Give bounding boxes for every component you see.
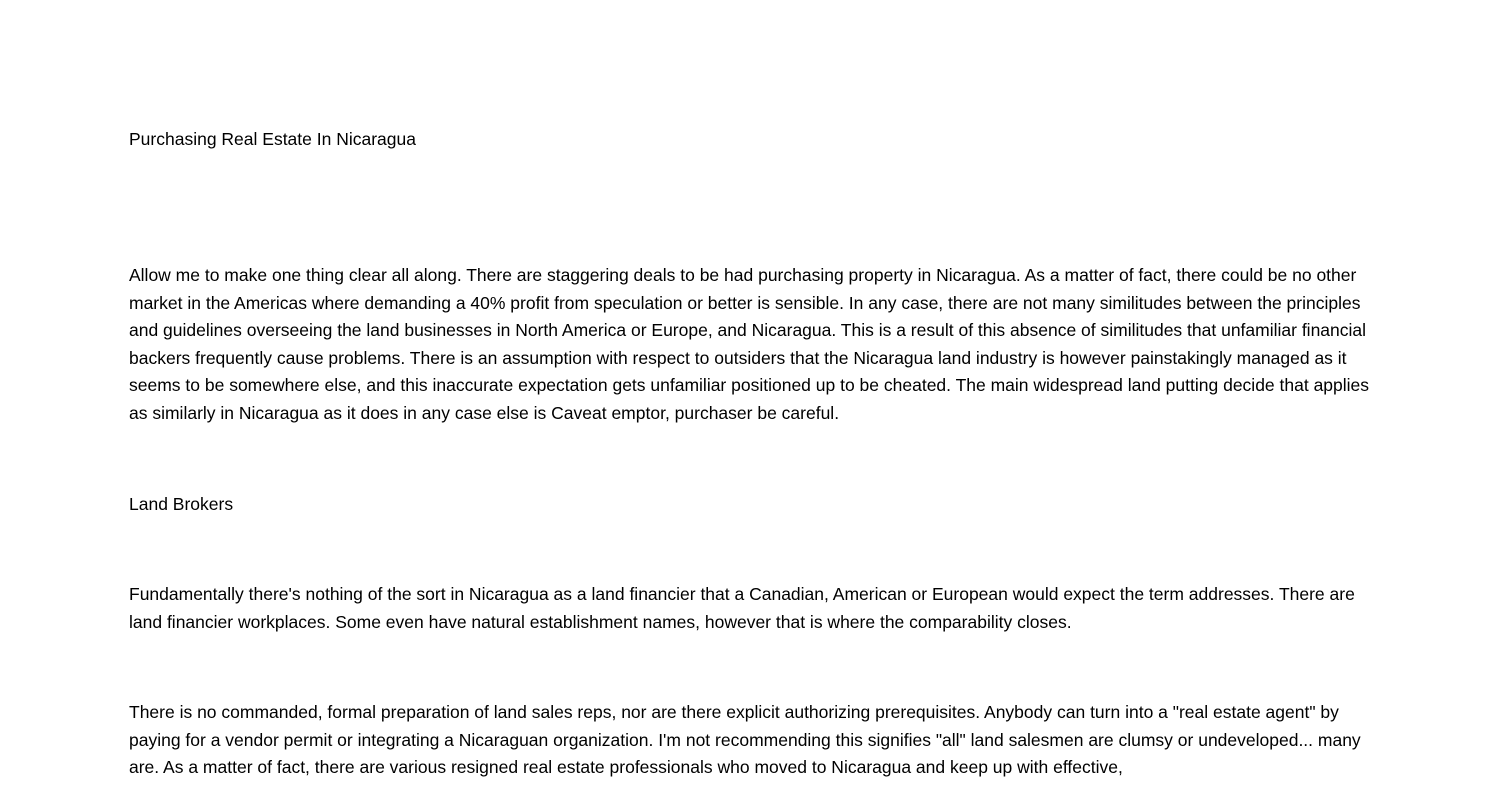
document-title: Purchasing Real Estate In Nicaragua — [129, 129, 416, 149]
paragraph-land-brokers: Fundamentally there's nothing of the sort in Nicaragua as a land financier that a Canadian, American or European would expect the term addresses. There are land financier workplaces. Some even have natural establishment names, however that is where the comparability closes. — [129, 584, 1355, 632]
paragraph-licensing: There is no commanded, formal preparation of land sales reps, nor are there explicit authorizing prerequisites. Anybody can turn into a "real estate agent" by paying for a vendor permit or integrating a Nicaraguan organization. I'm not recommending this signifies "all" land salesmen are clumsy or undeveloped... many are. As a matter of fact, there are various resigned real estate professionals who moved to Nicaragua and keep up with effective, — [129, 702, 1361, 778]
section-heading-land-brokers: Land Brokers — [129, 494, 234, 514]
intro-paragraph: Allow me to make one thing clear all along. There are staggering deals to be had purchasing property in Nicaragua. As a matter of fact, there could be no other market in the Americas where demanding a 40% profit from speculation or better is sensible. In any case, there are not many similitudes between the principles and guidelines overseeing the land businesses in North America or Europe, and Nicaragua. This is a result of this absence of similitudes that unfamiliar financial backers frequently cause problems. There is an assumption with respect to outsiders that the Nicaragua land industry is however painstakingly managed as it seems to be somewhere else, and this inaccurate expectation gets unfamiliar positioned up to be cheated. The main widespread land putting decide that applies as similarly in Nicaragua as it does in any case else is Caveat emptor, purchaser be careful. — [129, 265, 1370, 423]
